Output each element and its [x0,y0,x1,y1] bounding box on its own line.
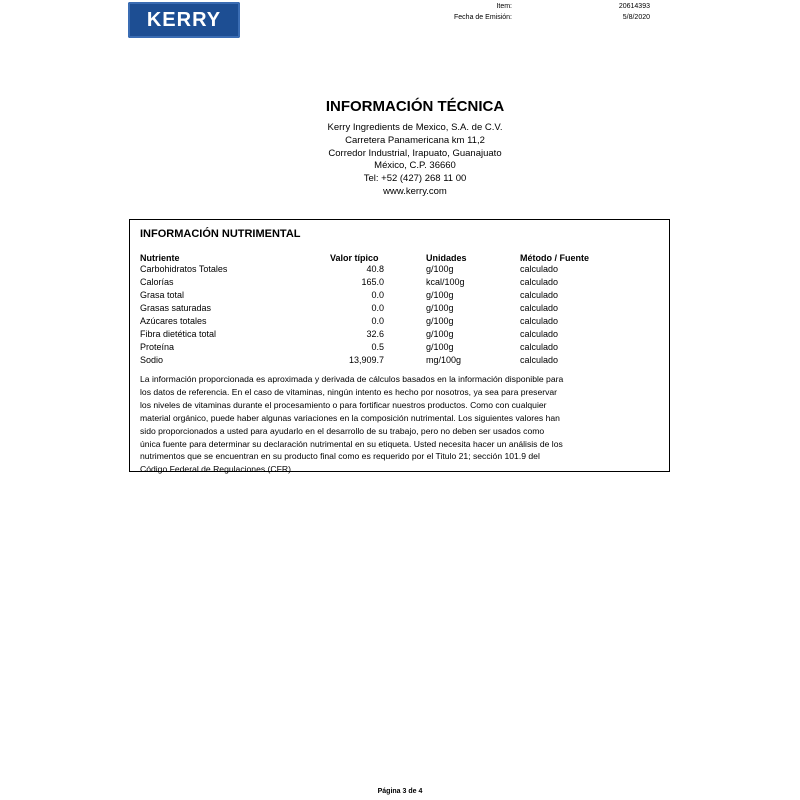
disclaimer-line: sido proporcionados a usted para ayudarlo en el desarrollo de su trabajo, pero no deben ser usados como [140,425,545,436]
nutrient-value: 0.0 [371,290,384,300]
nutrient-unit: g/100g [426,316,454,326]
table-row [130,316,669,329]
nutrient-name: Proteína [140,342,175,352]
nutrient-name: Grasas saturadas [140,303,212,313]
nutrient-name: Carbohidratos Totales [140,264,228,274]
address-line: Tel: +52 (427) 268 11 00 [363,173,467,185]
disclaimer-line: los niveles de vitaminas durante el procesamiento o para fortificar nuestros productos. Como con cualquier [140,399,547,410]
nutrient-name: Calorías [140,277,174,287]
nutrient-unit: g/100g [426,264,454,274]
table-row [130,342,669,355]
date-value: 5/8/2020 [622,14,650,21]
document-title: INFORMACIÓN TÉCNICA [325,98,505,115]
item-label: Item: [496,3,512,10]
nutrient-method: calculado [520,303,559,313]
date-label: Fecha de Emisión: [454,14,512,21]
column-header-method: Método / Fuente [520,253,589,263]
address-line: México, C.P. 36660 [374,160,456,172]
disclaimer-line: La información proporcionada es aproximada y derivada de cálculos basados en la información disponible para [140,374,564,384]
nutrient-value: 165.0 [361,277,384,287]
nutrient-unit: g/100g [426,329,454,339]
table-row [130,264,669,277]
table-row [130,355,669,368]
table-row [130,277,669,290]
logo-text: KERRY [146,8,222,31]
nutrient-method: calculado [520,329,559,339]
nutrient-method: calculado [520,342,559,352]
nutrient-unit: g/100g [426,342,454,352]
section-title: INFORMACIÓN NUTRIMENTAL [140,228,301,240]
nutrient-method: calculado [520,277,559,287]
disclaimer-line: única fuente para determinar su declaración nutrimental en su etiqueta. Usted necesita hacer un análisis de los [140,438,563,449]
column-header-unit: Unidades [426,253,467,263]
nutrient-value: 32.6 [366,329,384,339]
nutrient-value: 0.5 [371,342,384,352]
nutrient-value: 13,909.7 [348,355,384,365]
disclaimer-line: nutrimentos que se encuentran en su producto final como es requerido por el Titulo 21; sección 101.9 del [140,451,540,462]
table-row [130,303,669,316]
address-line: Corredor Industrial, Irapuato, Guanajuato [328,147,502,159]
disclaimer-line: Código Federal de Regulaciones (CFR) [140,464,291,475]
nutrient-method: calculado [520,264,559,274]
nutrient-method: calculado [520,355,559,365]
nutrient-name: Grasa total [140,290,185,300]
nutrient-name: Azúcares totales [140,316,207,326]
nutrient-unit: mg/100g [426,355,462,365]
nutrient-name: Fibra dietética total [140,329,217,339]
nutrient-method: calculado [520,316,559,326]
nutrient-unit: g/100g [426,290,454,300]
column-header-nutrient: Nutriente [140,253,180,263]
column-header-value: Valor típico [330,253,379,263]
nutrient-value: 0.0 [371,303,384,313]
nutrition-info-box [129,219,670,475]
table-row [130,329,669,342]
disclaimer-line: material orgánico, puede haber algunas variaciones en la composición nutrimental. Los siguientes valores han [140,412,560,423]
address-line: Carretera Panamericana km 11,2 [345,134,485,146]
address-line: Kerry Ingredients de Mexico, S.A. de C.V. [327,122,503,133]
nutrient-unit: kcal/100g [426,277,465,287]
kerry-logo [128,2,240,38]
nutrient-method: calculado [520,290,559,300]
item-value: 20614393 [618,3,650,10]
nutrient-value: 40.8 [366,264,384,274]
table-row [130,290,669,303]
nutrient-unit: g/100g [426,303,454,313]
nutrient-name: Sodio [140,355,164,365]
disclaimer-line: los datos de referencia. En el caso de vitaminas, ningún intento es hecho por nosotros, ya sea para preservar [140,386,558,397]
company-address [0,122,800,199]
nutrient-value: 0.0 [371,316,384,326]
page-number: Página 3 de 4 [377,788,423,795]
website-link[interactable]: www.kerry.com [383,185,447,197]
disclaimer-paragraph [140,373,610,476]
